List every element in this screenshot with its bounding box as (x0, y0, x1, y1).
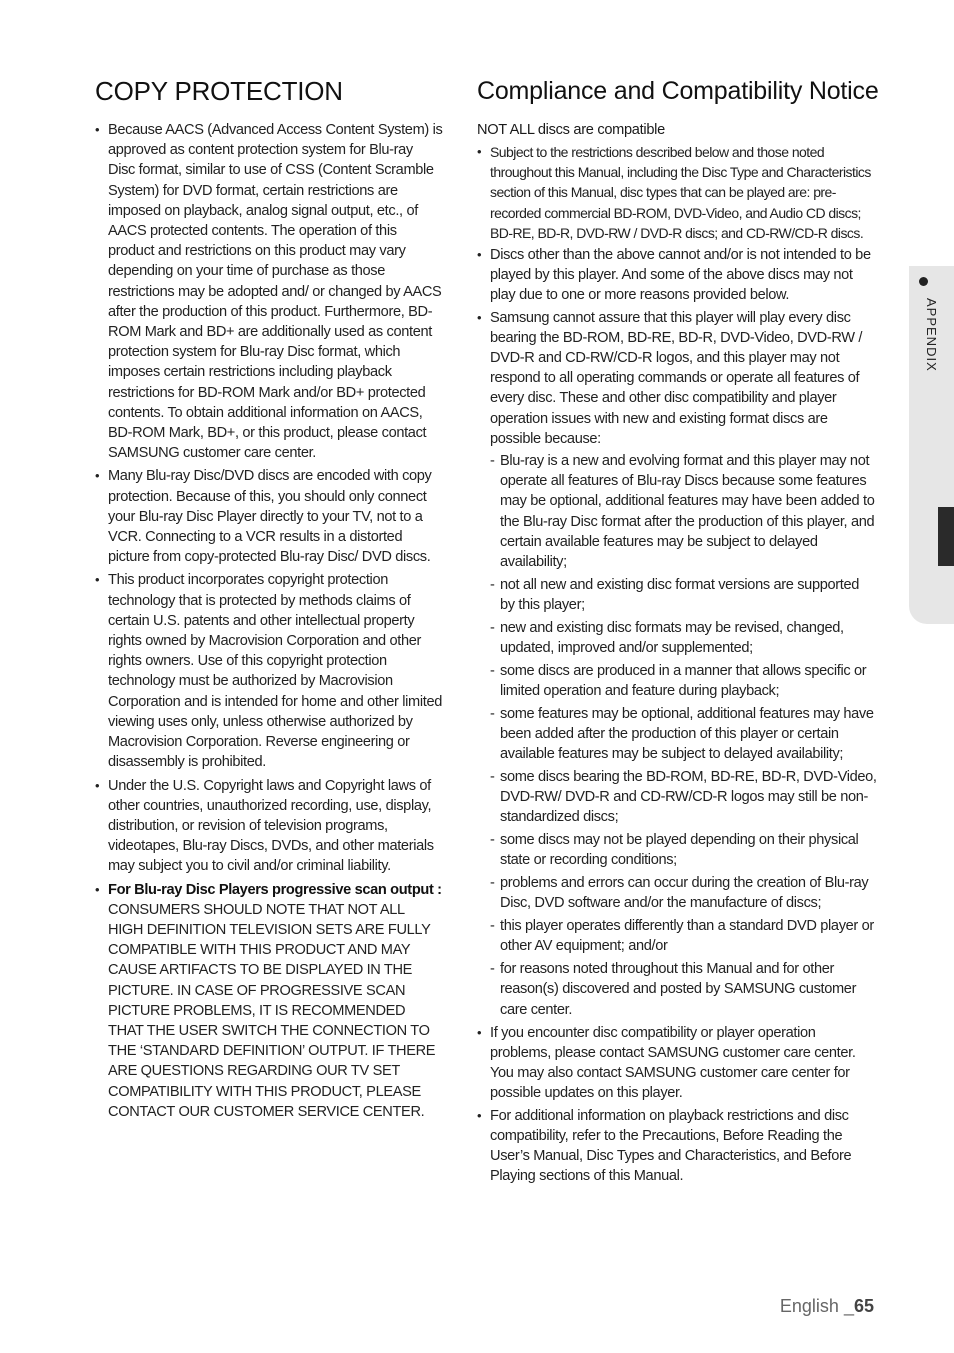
page-number: 65 (853, 1296, 874, 1316)
left-column (95, 74, 443, 1125)
list-item: • Subject to the restrictions described below and those noted throughout this Manual, including the Disc Type and Characteristics section of this Manual, disc types that can be played are: pre-recorded commercial BD-ROM, DVD-Video, and Audio CD discs; BD-RE, BD-R, DVD-RW / DVD-R discs; and CD-RW/CD-R discs. (477, 142, 877, 243)
compatibility-intro: NOT ALL discs are compatible (477, 122, 665, 138)
bullet-dot-icon (919, 277, 928, 286)
copy-protection-heading: COPY PROTECTION (95, 76, 343, 106)
list-item: • Discs other than the above cannot and/or is not intended to be played by this player. And some of the above discs may not play due to one or more reasons provided below. (477, 245, 877, 306)
list-item: • If you encounter disc compatibility or player operation problems, please contact SAMSUNG customer care center. You may also contact SAMSUNG customer care center for possible updates on this player. (477, 1023, 877, 1104)
list-item: - this player operates differently than a standard DVD player or other AV equipment; and/or (490, 916, 877, 956)
list-item: - Blu-ray is a new and evolving format and this player may not operate all features of Blu-ray Discs because some features may be optional, additional features may have been added to the Blu-ray Disc format after the production of this player, and certain available features may be subject to delayed availability; (490, 451, 877, 572)
side-tab-marker (938, 507, 954, 566)
list-item: • Samsung cannot assure that this player will play every disc bearing the BD-ROM, BD-RE, BD-R, DVD-Video, DVD-RW / DVD-R and CD-RW/CD-R logos, and this player may not respond to all operating commands or operate all features of every disc. These and other disc compatibility and player operation issues with new and existing format discs are possible because: (477, 308, 877, 449)
compatibility-reasons-list (477, 451, 877, 1020)
page-footer (780, 1296, 874, 1317)
footer-language: English _ (779, 1296, 854, 1316)
list-item: - some discs may not be played depending on their physical state or recording conditions; (490, 830, 877, 870)
list-item: - some discs are produced in a manner that allows specific or limited operation and feature during playback; (490, 661, 877, 701)
list-item: • Under the U.S. Copyright laws and Copyright laws of other countries, unauthorized recording, use, display, distribution, or revision of television programs, videotapes, Blu-ray Discs, DVDs, and other materials may subject you to civil and/or criminal liability. (95, 776, 443, 877)
list-item: - some discs bearing the BD-ROM, BD-RE, BD-R, DVD-Video, DVD-RW/ DVD-R and CD-RW/CD-R logos may still be non-standardized discs; (490, 767, 877, 828)
copy-protection-list (95, 120, 443, 1122)
compliance-list-continued (477, 1023, 877, 1187)
right-column (477, 74, 877, 1189)
list-item: - some features may be optional, additional features may have been added after the production of this player or certain available features may be subject to delayed availability; (490, 704, 877, 765)
list-item (95, 880, 443, 1122)
list-item: - for reasons noted throughout this Manual and for other reason(s) discovered and posted by SAMSUNG customer care center. (490, 959, 877, 1020)
appendix-tab-label: APPENDIX (924, 298, 939, 372)
list-item: - problems and errors can occur during the creation of Blu-ray Disc, DVD software and/or the manufacture of discs; (490, 873, 877, 913)
compliance-list (477, 142, 877, 449)
progressive-scan-label: For Blu-ray Disc Players progressive scan output : (108, 881, 442, 898)
list-item: • Many Blu-ray Disc/DVD discs are encoded with copy protection. Because of this, you should only connect your Blu-ray Disc Player directly to your TV, not to a VCR. Connecting to a VCR results in a distorted picture from copy-protected Blu-ray Disc/ DVD discs. (95, 466, 443, 567)
list-item: • This product incorporates copyright protection technology that is protected by methods claims of certain U.S. patents and other intellectual property rights owned by Macrovision Corporation and other rights owners. Use of this copyright protection technology must be authorized by Macrovision Corporation and is intended for home and other limited viewing uses only, unless otherwise authorized by Macrovision Corporation. Reverse engineering or disassembly is prohibited. (95, 570, 443, 772)
list-item: - new and existing disc formats may be revised, changed, updated, improved and/or supplemented; (490, 618, 877, 658)
list-item: • Because AACS (Advanced Access Content System) is approved as content protection system for Blu-ray Disc format, similar to use of CSS (Content Scramble System) for DVD format, certain restrictions are imposed on playback, analog signal output, etc., of AACS protected contents. The operation of this product and restrictions on this product may vary depending on your time of purchase as those restrictions may be adopted and/ or changed by AACS after the production of this product. Furthermore, BD-ROM Mark and BD+ are additionally used as content protection system for Blu-ray Disc format, which imposes certain restrictions including playback restrictions for BD-ROM Mark and/or BD+ protected contents. To obtain additional information on AACS, BD-ROM Mark, BD+, or this product, please contact SAMSUNG customer care center. (95, 120, 443, 463)
list-item: - not all new and existing disc format versions are supported by this player; (490, 575, 877, 615)
list-item: • For additional information on playback restrictions and disc compatibility, refer to the Precautions, Before Reading the User’s Manual, Disc Types and Characteristics, and Before Playing sections of this Manual. (477, 1106, 877, 1187)
compliance-heading: Compliance and Compatibility Notice (477, 77, 879, 105)
progressive-scan-notice: CONSUMERS SHOULD NOTE THAT NOT ALL HIGH DEFINITION TELEVISION SETS ARE FULLY COMPATIBLE WITH THIS PRODUCT AND MAY CAUSE ARTIFACTS TO BE DISPLAYED IN THE PICTURE. IN CASE OF PROGRESSIVE SCAN PICTURE PROBLEMS, IT IS RECOMMENDED THAT THE USER SWITCH THE CONNECTION TO THE ‘STANDARD DEFINITION’ OUTPUT. IF THERE ARE QUESTIONS REGARDING OUR TV SET COMPATIBILITY WITH THIS PRODUCT, PLEASE CONTACT OUR CUSTOMER SERVICE CENTER. (108, 901, 436, 1120)
